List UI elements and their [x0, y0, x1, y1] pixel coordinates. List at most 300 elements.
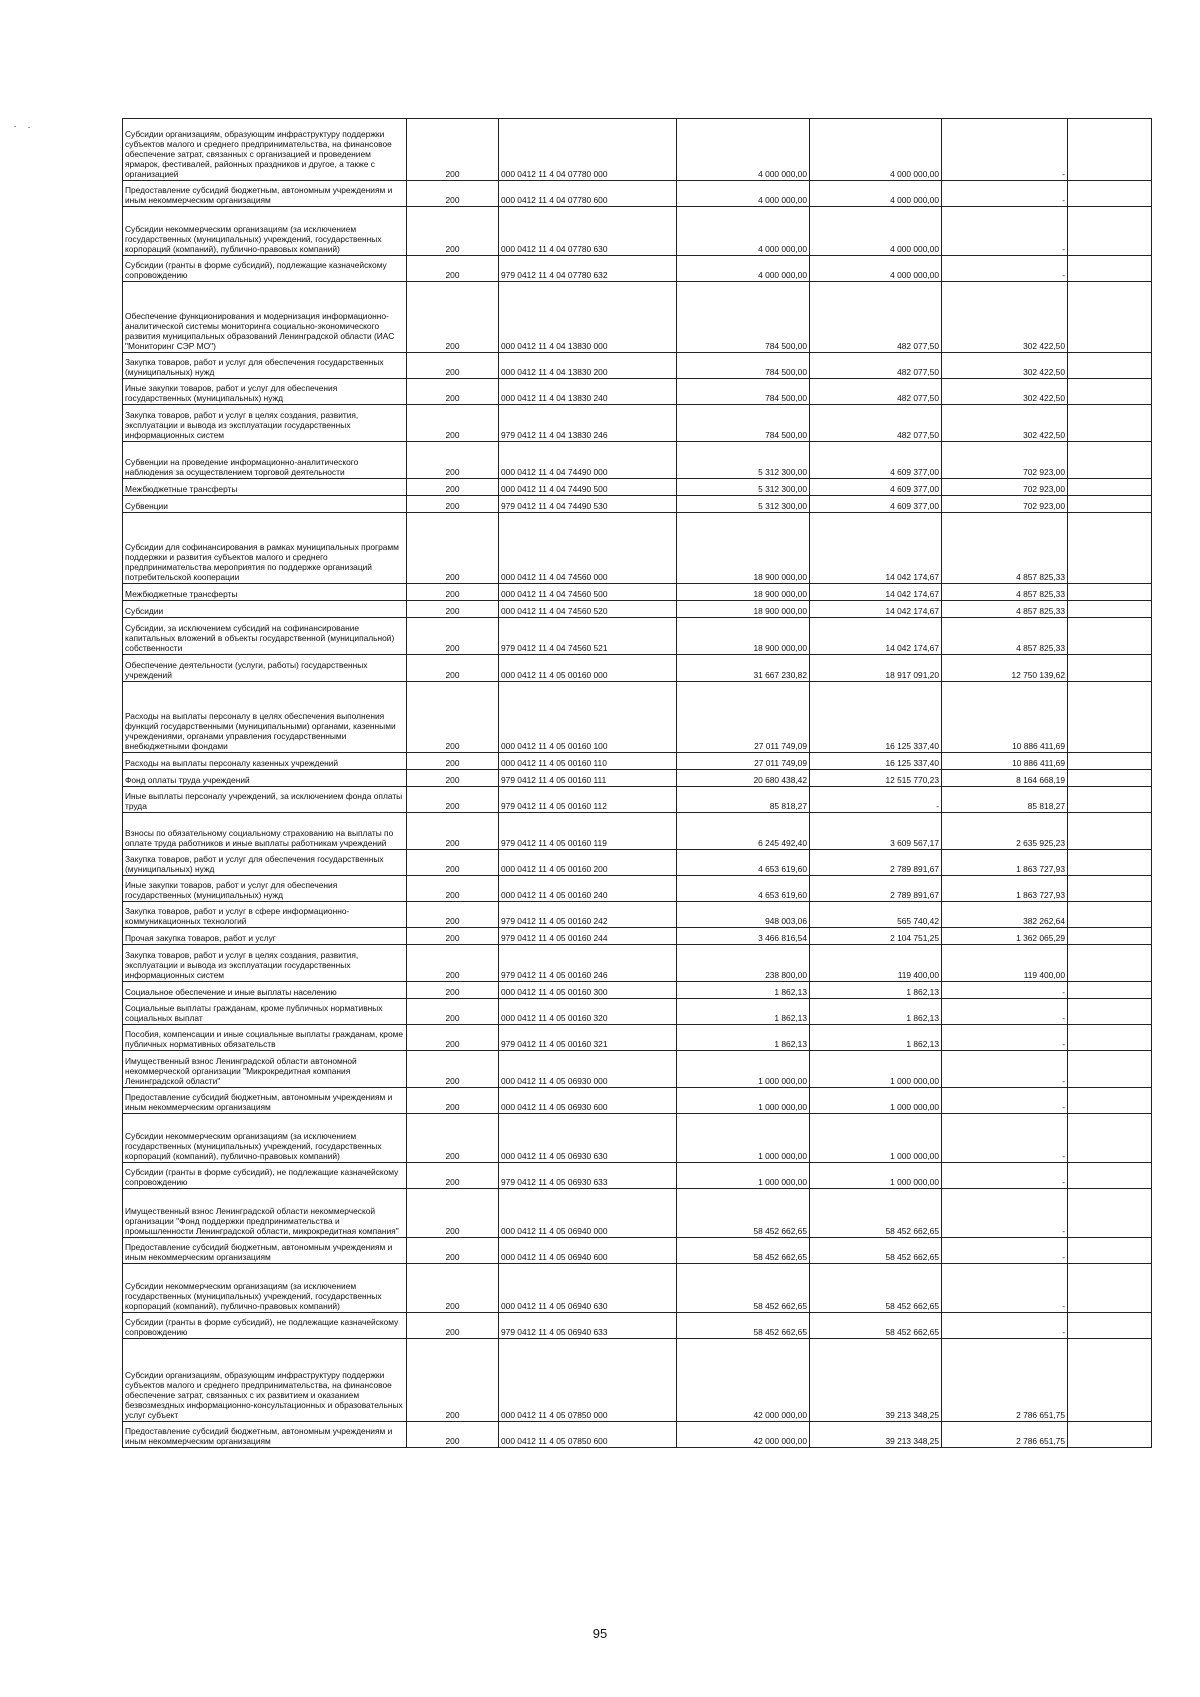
row-empty-cell	[1068, 207, 1152, 256]
row-code-cell: 200	[407, 982, 499, 999]
table-row	[123, 999, 1152, 1025]
row-classification-cell: 000 0412 11 4 04 74560 520	[499, 601, 677, 618]
row-unexecuted-cell: -	[942, 1025, 1068, 1051]
row-executed-cell: 1 000 000,00	[810, 1114, 942, 1163]
row-code-cell: 200	[407, 1313, 499, 1339]
budget-execution-table	[122, 118, 1152, 1448]
row-unexecuted-cell: 2 786 651,75	[942, 1339, 1068, 1422]
row-empty-cell	[1068, 1339, 1152, 1422]
row-classification-cell: 000 0412 11 4 04 07780 000	[499, 119, 677, 181]
row-empty-cell	[1068, 753, 1152, 770]
row-code-cell: 200	[407, 207, 499, 256]
row-code-cell: 200	[407, 787, 499, 813]
row-code-cell: 200	[407, 1163, 499, 1189]
row-classification-cell: 000 0412 11 4 05 00160 110	[499, 753, 677, 770]
row-unexecuted-cell: 702 923,00	[942, 442, 1068, 479]
row-name-cell: Взносы по обязательному социальному страхованию на выплаты по оплате труда работников и иные выплаты работникам учреждений	[123, 813, 407, 850]
row-executed-cell: 4 000 000,00	[810, 207, 942, 256]
row-classification-cell: 979 0412 11 4 05 00160 321	[499, 1025, 677, 1051]
row-classification-cell: 979 0412 11 4 05 00160 112	[499, 787, 677, 813]
row-classification-cell: 979 0412 11 4 05 00160 119	[499, 813, 677, 850]
table-body	[123, 119, 1152, 1448]
row-code-cell: 200	[407, 1238, 499, 1264]
row-executed-cell: 58 452 662,65	[810, 1189, 942, 1238]
row-classification-cell: 000 0412 11 4 05 07850 600	[499, 1422, 677, 1448]
row-code-cell: 200	[407, 256, 499, 282]
row-approved-cell: 20 680 438,42	[677, 770, 810, 787]
row-approved-cell: 42 000 000,00	[677, 1339, 810, 1422]
row-name-cell: Субсидии некоммерческим организациям (за исключением государственных (муниципальных) учреждений, государственных корпораций (компаний), публично-правовых компаний)	[123, 1114, 407, 1163]
row-approved-cell: 1 000 000,00	[677, 1088, 810, 1114]
row-unexecuted-cell: 12 750 139,62	[942, 655, 1068, 682]
row-executed-cell: 58 452 662,65	[810, 1313, 942, 1339]
row-code-cell: 200	[407, 1339, 499, 1422]
row-classification-cell: 000 0412 11 4 04 13830 240	[499, 379, 677, 405]
row-unexecuted-cell: 2 635 925,23	[942, 813, 1068, 850]
row-unexecuted-cell: 10 886 411,69	[942, 753, 1068, 770]
table-row	[123, 1238, 1152, 1264]
row-name-cell: Закупка товаров, работ и услуг для обеспечения государственных (муниципальных) нужд	[123, 850, 407, 876]
row-code-cell: 200	[407, 902, 499, 928]
row-classification-cell: 979 0412 11 4 05 00160 246	[499, 945, 677, 982]
row-unexecuted-cell: 8 164 668,19	[942, 770, 1068, 787]
row-empty-cell	[1068, 601, 1152, 618]
row-empty-cell	[1068, 379, 1152, 405]
row-name-cell: Социальные выплаты гражданам, кроме публичных нормативных социальных выплат	[123, 999, 407, 1025]
table-row	[123, 119, 1152, 181]
row-classification-cell: 000 0412 11 4 05 00160 320	[499, 999, 677, 1025]
row-name-cell: Межбюджетные трансферты	[123, 479, 407, 496]
row-approved-cell: 784 500,00	[677, 379, 810, 405]
row-approved-cell: 4 000 000,00	[677, 207, 810, 256]
row-empty-cell	[1068, 1025, 1152, 1051]
row-unexecuted-cell: -	[942, 1264, 1068, 1313]
row-approved-cell: 1 862,13	[677, 1025, 810, 1051]
row-name-cell: Обеспечение деятельности (услуги, работы) государственных учреждений	[123, 655, 407, 682]
row-executed-cell: 14 042 174,67	[810, 618, 942, 655]
row-code-cell: 200	[407, 496, 499, 513]
row-approved-cell: 18 900 000,00	[677, 618, 810, 655]
table-row	[123, 496, 1152, 513]
row-executed-cell: 16 125 337,40	[810, 753, 942, 770]
row-classification-cell: 000 0412 11 4 04 07780 630	[499, 207, 677, 256]
row-executed-cell: 1 000 000,00	[810, 1088, 942, 1114]
row-executed-cell: 1 862,13	[810, 982, 942, 999]
row-classification-cell: 979 0412 11 4 04 07780 632	[499, 256, 677, 282]
row-name-cell: Иные закупки товаров, работ и услуг для обеспечения государственных (муниципальных) нужд	[123, 876, 407, 902]
row-executed-cell: 482 077,50	[810, 405, 942, 442]
row-code-cell: 200	[407, 928, 499, 945]
row-approved-cell: 948 003,06	[677, 902, 810, 928]
row-approved-cell: 1 862,13	[677, 999, 810, 1025]
row-name-cell: Субсидии (гранты в форме субсидий), не подлежащие казначейскому сопровождению	[123, 1163, 407, 1189]
row-classification-cell: 000 0412 11 4 04 74490 000	[499, 442, 677, 479]
row-approved-cell: 784 500,00	[677, 405, 810, 442]
row-empty-cell	[1068, 787, 1152, 813]
row-classification-cell: 000 0412 11 4 05 06940 630	[499, 1264, 677, 1313]
row-empty-cell	[1068, 850, 1152, 876]
row-empty-cell	[1068, 353, 1152, 379]
row-name-cell: Закупка товаров, работ и услуг в целях создания, развития, эксплуатации и вывода из эксплуатации государственных информационных систем	[123, 945, 407, 982]
row-name-cell: Субсидии	[123, 601, 407, 618]
row-approved-cell: 4 653 619,60	[677, 850, 810, 876]
row-classification-cell: 000 0412 11 4 04 13830 000	[499, 282, 677, 353]
row-classification-cell: 000 0412 11 4 04 74560 000	[499, 513, 677, 584]
row-name-cell: Субсидии организациям, образующим инфраструктуру поддержки субъектов малого и среднего предпринимательства, на финансовое обеспечение затрат, связанных с организацией и проведением ярмарок, фестивалей, районных праздников и другое, а также с организацией	[123, 119, 407, 181]
table-row	[123, 850, 1152, 876]
row-executed-cell: 4 609 377,00	[810, 496, 942, 513]
row-approved-cell: 18 900 000,00	[677, 601, 810, 618]
row-executed-cell: 1 000 000,00	[810, 1163, 942, 1189]
row-unexecuted-cell: -	[942, 1189, 1068, 1238]
row-empty-cell	[1068, 876, 1152, 902]
row-empty-cell	[1068, 928, 1152, 945]
row-executed-cell: 4 000 000,00	[810, 256, 942, 282]
row-code-cell: 200	[407, 513, 499, 584]
row-empty-cell	[1068, 618, 1152, 655]
row-executed-cell: 16 125 337,40	[810, 682, 942, 753]
row-code-cell: 200	[407, 1114, 499, 1163]
row-code-cell: 200	[407, 770, 499, 787]
row-executed-cell: 4 609 377,00	[810, 442, 942, 479]
row-code-cell: 200	[407, 850, 499, 876]
row-name-cell: Субсидии (гранты в форме субсидий), не подлежащие казначейскому сопровождению	[123, 1313, 407, 1339]
row-unexecuted-cell: 702 923,00	[942, 496, 1068, 513]
row-executed-cell: 18 917 091,20	[810, 655, 942, 682]
row-approved-cell: 784 500,00	[677, 282, 810, 353]
table-row	[123, 682, 1152, 753]
scan-speck	[28, 127, 30, 128]
row-classification-cell: 000 0412 11 4 05 06930 000	[499, 1051, 677, 1088]
budget-table-wrapper	[122, 118, 1151, 1448]
row-unexecuted-cell: 1 863 727,93	[942, 876, 1068, 902]
row-unexecuted-cell: 302 422,50	[942, 282, 1068, 353]
table-row	[123, 1189, 1152, 1238]
row-code-cell: 200	[407, 1025, 499, 1051]
row-empty-cell	[1068, 1238, 1152, 1264]
row-name-cell: Имущественный взнос Ленинградской области автономной некоммерческой организации "Микрокредитная компания Ленинградской области"	[123, 1051, 407, 1088]
row-classification-cell: 000 0412 11 4 05 06940 600	[499, 1238, 677, 1264]
row-empty-cell	[1068, 999, 1152, 1025]
row-approved-cell: 31 667 230,82	[677, 655, 810, 682]
row-unexecuted-cell: 4 857 825,33	[942, 618, 1068, 655]
row-empty-cell	[1068, 1163, 1152, 1189]
row-classification-cell: 979 0412 11 4 05 00160 244	[499, 928, 677, 945]
row-unexecuted-cell: 302 422,50	[942, 353, 1068, 379]
row-empty-cell	[1068, 1051, 1152, 1088]
row-executed-cell: 1 862,13	[810, 999, 942, 1025]
row-classification-cell: 000 0412 11 4 04 13830 200	[499, 353, 677, 379]
row-classification-cell: 000 0412 11 4 05 00160 200	[499, 850, 677, 876]
row-unexecuted-cell: 2 786 651,75	[942, 1422, 1068, 1448]
row-empty-cell	[1068, 496, 1152, 513]
table-row	[123, 1025, 1152, 1051]
row-approved-cell: 58 452 662,65	[677, 1264, 810, 1313]
row-name-cell: Субвенции на проведение информационно-аналитического наблюдения за осуществлением торговой деятельности	[123, 442, 407, 479]
row-name-cell: Социальное обеспечение и иные выплаты населению	[123, 982, 407, 999]
row-unexecuted-cell: 85 818,27	[942, 787, 1068, 813]
row-name-cell: Предоставление субсидий бюджетным, автономным учреждениям и иным некоммерческим организациям	[123, 1422, 407, 1448]
row-unexecuted-cell: 382 262,64	[942, 902, 1068, 928]
row-unexecuted-cell: -	[942, 1163, 1068, 1189]
table-row	[123, 601, 1152, 618]
row-name-cell: Иные выплаты персоналу учреждений, за исключением фонда оплаты труда	[123, 787, 407, 813]
row-approved-cell: 4 000 000,00	[677, 256, 810, 282]
row-empty-cell	[1068, 256, 1152, 282]
row-empty-cell	[1068, 442, 1152, 479]
table-row	[123, 1051, 1152, 1088]
row-name-cell: Субсидии некоммерческим организациям (за исключением государственных (муниципальных) учреждений, государственных корпораций (компаний), публично-правовых компаний)	[123, 207, 407, 256]
table-row	[123, 770, 1152, 787]
page-number: 95	[592, 1626, 608, 1641]
row-approved-cell: 4 653 619,60	[677, 876, 810, 902]
row-code-cell: 200	[407, 876, 499, 902]
row-unexecuted-cell: 302 422,50	[942, 379, 1068, 405]
row-code-cell: 200	[407, 1264, 499, 1313]
table-row	[123, 405, 1152, 442]
row-empty-cell	[1068, 584, 1152, 601]
row-classification-cell: 000 0412 11 4 05 00160 240	[499, 876, 677, 902]
row-approved-cell: 5 312 300,00	[677, 479, 810, 496]
row-approved-cell: 27 011 749,09	[677, 753, 810, 770]
table-row	[123, 945, 1152, 982]
table-row	[123, 1422, 1152, 1448]
row-classification-cell: 000 0412 11 4 04 74490 500	[499, 479, 677, 496]
row-classification-cell: 000 0412 11 4 05 06940 000	[499, 1189, 677, 1238]
row-executed-cell: 2 789 891,67	[810, 876, 942, 902]
row-name-cell: Субсидии для софинансирования в рамках муниципальных программ поддержки и развития субъектов малого и среднего предпринимательства мероприятия по поддержке организаций потребительской кооперации	[123, 513, 407, 584]
row-executed-cell: 482 077,50	[810, 353, 942, 379]
row-executed-cell: 58 452 662,65	[810, 1264, 942, 1313]
row-empty-cell	[1068, 770, 1152, 787]
row-approved-cell: 85 818,27	[677, 787, 810, 813]
row-executed-cell: 58 452 662,65	[810, 1238, 942, 1264]
row-code-cell: 200	[407, 1422, 499, 1448]
row-code-cell: 200	[407, 618, 499, 655]
row-name-cell: Расходы на выплаты персоналу казенных учреждений	[123, 753, 407, 770]
row-empty-cell	[1068, 1189, 1152, 1238]
row-executed-cell: 39 213 348,25	[810, 1422, 942, 1448]
row-empty-cell	[1068, 119, 1152, 181]
row-code-cell: 200	[407, 353, 499, 379]
row-name-cell: Субсидии некоммерческим организациям (за исключением государственных (муниципальных) учреждений, государственных корпораций (компаний), публично-правовых компаний)	[123, 1264, 407, 1313]
row-classification-cell: 000 0412 11 4 05 06930 600	[499, 1088, 677, 1114]
row-empty-cell	[1068, 1088, 1152, 1114]
row-unexecuted-cell: -	[942, 1114, 1068, 1163]
row-classification-cell: 979 0412 11 4 04 74490 530	[499, 496, 677, 513]
row-code-cell: 200	[407, 181, 499, 207]
row-unexecuted-cell: 1 362 065,29	[942, 928, 1068, 945]
row-empty-cell	[1068, 479, 1152, 496]
row-empty-cell	[1068, 1264, 1152, 1313]
row-unexecuted-cell: 119 400,00	[942, 945, 1068, 982]
table-row	[123, 902, 1152, 928]
row-empty-cell	[1068, 945, 1152, 982]
table-row	[123, 207, 1152, 256]
row-name-cell: Предоставление субсидий бюджетным, автономным учреждениям и иным некоммерческим организациям	[123, 1238, 407, 1264]
row-empty-cell	[1068, 181, 1152, 207]
table-row	[123, 876, 1152, 902]
row-name-cell: Субсидии (гранты в форме субсидий), подлежащие казначейскому сопровождению	[123, 256, 407, 282]
row-classification-cell: 000 0412 11 4 05 00160 000	[499, 655, 677, 682]
row-name-cell: Иные закупки товаров, работ и услуг для обеспечения государственных (муниципальных) нужд	[123, 379, 407, 405]
table-row	[123, 584, 1152, 601]
row-name-cell: Субсидии, за исключением субсидий на софинансирование капитальных вложений в объекты государственной (муниципальной) собственности	[123, 618, 407, 655]
table-row	[123, 256, 1152, 282]
row-executed-cell: 3 609 567,17	[810, 813, 942, 850]
row-executed-cell: 14 042 174,67	[810, 513, 942, 584]
row-classification-cell: 979 0412 11 4 05 00160 242	[499, 902, 677, 928]
table-row	[123, 513, 1152, 584]
row-code-cell: 200	[407, 405, 499, 442]
table-row	[123, 982, 1152, 999]
row-executed-cell: 14 042 174,67	[810, 584, 942, 601]
row-classification-cell: 979 0412 11 4 04 74560 521	[499, 618, 677, 655]
row-approved-cell: 4 000 000,00	[677, 119, 810, 181]
table-row	[123, 1339, 1152, 1422]
row-approved-cell: 6 245 492,40	[677, 813, 810, 850]
row-empty-cell	[1068, 1422, 1152, 1448]
row-approved-cell: 58 452 662,65	[677, 1238, 810, 1264]
row-unexecuted-cell: 10 886 411,69	[942, 682, 1068, 753]
table-row	[123, 787, 1152, 813]
row-approved-cell: 58 452 662,65	[677, 1313, 810, 1339]
row-classification-cell: 000 0412 11 4 05 00160 300	[499, 982, 677, 999]
row-executed-cell: 12 515 770,23	[810, 770, 942, 787]
row-code-cell: 200	[407, 379, 499, 405]
table-row	[123, 282, 1152, 353]
row-name-cell: Субвенции	[123, 496, 407, 513]
table-row	[123, 1313, 1152, 1339]
row-executed-cell: 4 000 000,00	[810, 119, 942, 181]
row-executed-cell: 2 789 891,67	[810, 850, 942, 876]
row-unexecuted-cell: 4 857 825,33	[942, 601, 1068, 618]
table-row	[123, 1264, 1152, 1313]
row-name-cell: Предоставление субсидий бюджетным, автономным учреждениям и иным некоммерческим организациям	[123, 1088, 407, 1114]
table-row	[123, 1163, 1152, 1189]
row-unexecuted-cell: -	[942, 999, 1068, 1025]
row-name-cell: Фонд оплаты труда учреждений	[123, 770, 407, 787]
row-approved-cell: 1 000 000,00	[677, 1163, 810, 1189]
row-code-cell: 200	[407, 813, 499, 850]
row-empty-cell	[1068, 1114, 1152, 1163]
row-approved-cell: 18 900 000,00	[677, 584, 810, 601]
row-approved-cell: 27 011 749,09	[677, 682, 810, 753]
row-unexecuted-cell: 4 857 825,33	[942, 584, 1068, 601]
row-empty-cell	[1068, 1313, 1152, 1339]
row-approved-cell: 784 500,00	[677, 353, 810, 379]
row-unexecuted-cell: 302 422,50	[942, 405, 1068, 442]
row-executed-cell: 482 077,50	[810, 282, 942, 353]
row-classification-cell: 000 0412 11 4 05 06930 630	[499, 1114, 677, 1163]
table-row	[123, 379, 1152, 405]
row-code-cell: 200	[407, 119, 499, 181]
table-row	[123, 813, 1152, 850]
row-unexecuted-cell: -	[942, 181, 1068, 207]
table-row	[123, 1088, 1152, 1114]
row-unexecuted-cell: -	[942, 1088, 1068, 1114]
table-row	[123, 753, 1152, 770]
row-empty-cell	[1068, 813, 1152, 850]
row-code-cell: 200	[407, 655, 499, 682]
row-executed-cell: 1 862,13	[810, 1025, 942, 1051]
row-executed-cell: 482 077,50	[810, 379, 942, 405]
row-approved-cell: 3 466 816,54	[677, 928, 810, 945]
row-classification-cell: 979 0412 11 4 04 13830 246	[499, 405, 677, 442]
row-unexecuted-cell: -	[942, 256, 1068, 282]
row-code-cell: 200	[407, 945, 499, 982]
row-approved-cell: 4 000 000,00	[677, 181, 810, 207]
row-name-cell: Закупка товаров, работ и услуг в сфере информационно-коммуникационных технологий	[123, 902, 407, 928]
table-row	[123, 655, 1152, 682]
table-row	[123, 181, 1152, 207]
row-unexecuted-cell: 1 863 727,93	[942, 850, 1068, 876]
row-approved-cell: 5 312 300,00	[677, 442, 810, 479]
row-name-cell: Обеспечение функционирования и модернизация информационно-аналитической системы мониторинга социально-экономического развития муниципальных образований Ленинградской области (ИАС "Мониторинг СЭР МО")	[123, 282, 407, 353]
row-code-cell: 200	[407, 1189, 499, 1238]
row-code-cell: 200	[407, 479, 499, 496]
row-empty-cell	[1068, 902, 1152, 928]
row-code-cell: 200	[407, 584, 499, 601]
row-unexecuted-cell: -	[942, 1313, 1068, 1339]
row-executed-cell: 1 000 000,00	[810, 1051, 942, 1088]
row-unexecuted-cell: 702 923,00	[942, 479, 1068, 496]
row-code-cell: 200	[407, 1088, 499, 1114]
row-unexecuted-cell: -	[942, 982, 1068, 999]
row-executed-cell: 4 000 000,00	[810, 181, 942, 207]
row-code-cell: 200	[407, 753, 499, 770]
row-code-cell: 200	[407, 282, 499, 353]
table-row	[123, 928, 1152, 945]
row-classification-cell: 979 0412 11 4 05 00160 111	[499, 770, 677, 787]
row-approved-cell: 18 900 000,00	[677, 513, 810, 584]
table-row	[123, 353, 1152, 379]
row-empty-cell	[1068, 982, 1152, 999]
row-classification-cell: 000 0412 11 4 05 07850 000	[499, 1339, 677, 1422]
table-row	[123, 618, 1152, 655]
row-classification-cell: 979 0412 11 4 05 06930 633	[499, 1163, 677, 1189]
row-name-cell: Пособия, компенсации и иные социальные выплаты гражданам, кроме публичных нормативных обязательств	[123, 1025, 407, 1051]
row-code-cell: 200	[407, 682, 499, 753]
row-code-cell: 200	[407, 601, 499, 618]
row-name-cell: Расходы на выплаты персоналу в целях обеспечения выполнения функций государственными (муниципальными) органами, казенными учреждениями, органами управления государственными внебюджетными фондами	[123, 682, 407, 753]
row-unexecuted-cell: -	[942, 207, 1068, 256]
row-classification-cell: 979 0412 11 4 05 06940 633	[499, 1313, 677, 1339]
row-classification-cell: 000 0412 11 4 04 74560 500	[499, 584, 677, 601]
row-name-cell: Предоставление субсидий бюджетным, автономным учреждениям и иным некоммерческим организациям	[123, 181, 407, 207]
row-executed-cell: -	[810, 787, 942, 813]
row-empty-cell	[1068, 682, 1152, 753]
row-unexecuted-cell: -	[942, 1238, 1068, 1264]
row-name-cell: Субсидии организациям, образующим инфраструктуру поддержки субъектов малого и среднего предпринимательства, на финансовое обеспечение затрат, связанных с их развитием и оказанием безвозмездных информационно-консультационных и образовательных услуг субъект	[123, 1339, 407, 1422]
row-code-cell: 200	[407, 442, 499, 479]
row-approved-cell: 238 800,00	[677, 945, 810, 982]
row-name-cell: Закупка товаров, работ и услуг для обеспечения государственных (муниципальных) нужд	[123, 353, 407, 379]
row-unexecuted-cell: -	[942, 119, 1068, 181]
row-executed-cell: 39 213 348,25	[810, 1339, 942, 1422]
row-approved-cell: 5 312 300,00	[677, 496, 810, 513]
row-executed-cell: 4 609 377,00	[810, 479, 942, 496]
row-executed-cell: 119 400,00	[810, 945, 942, 982]
table-row	[123, 479, 1152, 496]
row-name-cell: Межбюджетные трансферты	[123, 584, 407, 601]
row-empty-cell	[1068, 405, 1152, 442]
row-empty-cell	[1068, 655, 1152, 682]
row-approved-cell: 58 452 662,65	[677, 1189, 810, 1238]
table-row	[123, 1114, 1152, 1163]
row-executed-cell: 565 740,42	[810, 902, 942, 928]
row-unexecuted-cell: -	[942, 1051, 1068, 1088]
